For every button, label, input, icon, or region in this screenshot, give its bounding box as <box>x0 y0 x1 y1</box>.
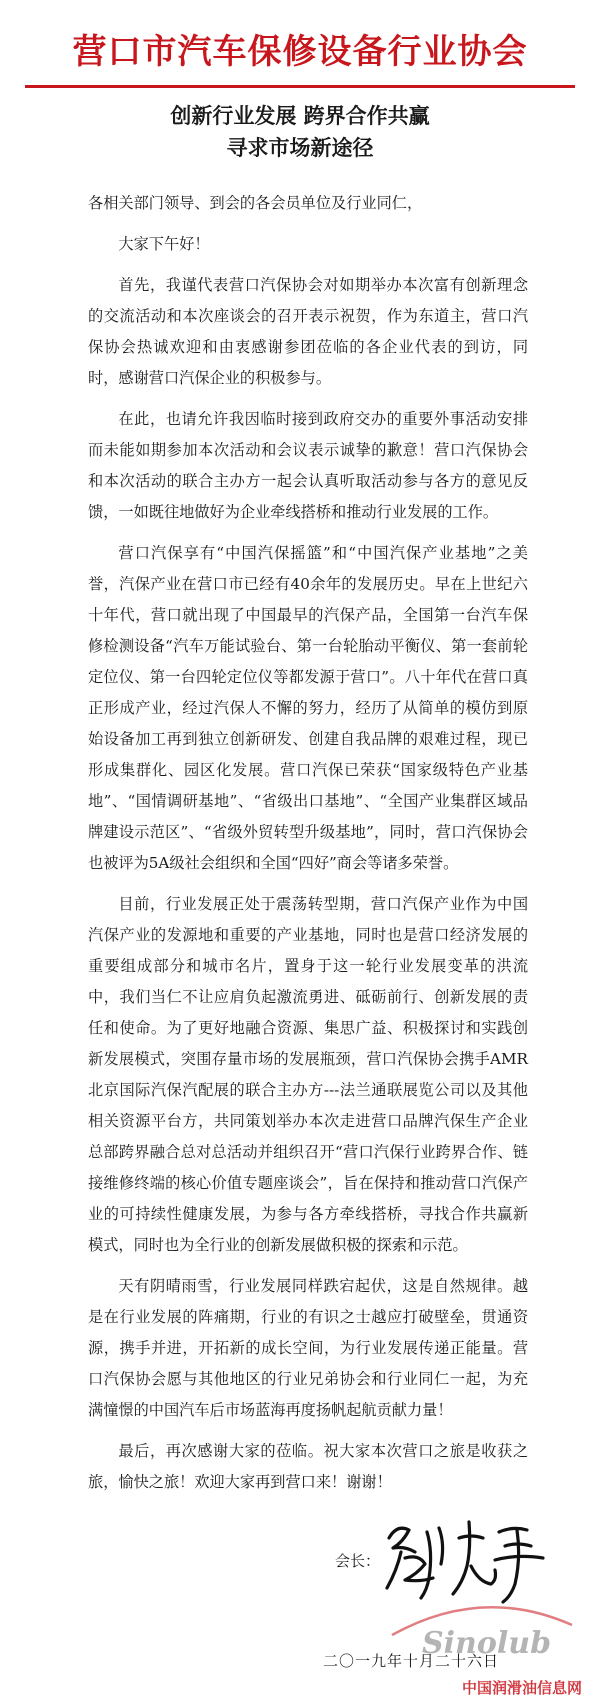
signatory-label: 会长： <box>335 1552 381 1570</box>
paragraph-history: 营口汽保享有“中国汽保摇篮”和“中国汽保产业基地”之美誉，汽保产业在营口市已经有40余年的发展历史。早在上世纪六十年代，营口就出现了中国最早的汽保产品，全国第一台汽车保修检测设备“汽车万能试验台、第一台轮胎动平衡仪、第一套前轮定位仪、第一台四轮定位仪等都发源于营口”。八十年代在营口真正形成产业，经过汽保人不懈的努力，经历了从简单的模仿到原始设备加工再到独立创新研发、创建自我品牌的艰难过程，现已形成集群化、园区化发展。营口汽保已荣获“国家级特色产业基地”、“国情调研基地”、“省级出口基地”、“全国产业集群区域品牌建设示范区”、“省级外贸转型升级基地”，同时，营口汽保协会也被评为5A级社会组织和全国“四好”商会等诸多荣誉。 <box>88 544 528 872</box>
paragraph-outlook: 天有阴晴雨雪，行业发展同样跌宕起伏，这是自然规律。越是在行业发展的阵痛期，行业的有识之士越应打破壁垒，贯通资源，携手并进，开拓新的成长空间，为行业发展传递正能量。营口汽保协会愿与其他地区的行业兄弟协会和行业同仁一起，为充满憧憬的中国汽车后市场蓝海再度扬帆起航贡献力量！ <box>88 1277 528 1419</box>
site-watermark <box>382 1595 582 1700</box>
greeting: 大家下午好！ <box>118 235 210 253</box>
letter-body <box>88 188 528 1498</box>
handwritten-signature <box>375 1508 555 1608</box>
letterhead <box>0 28 600 76</box>
sinolub-logo-wordmark: Sinolub <box>422 1626 552 1661</box>
paragraph-closing: 最后，再次感谢大家的莅临。祝大家本次营口之旅是收获之旅，愉快之旅！欢迎大家再到营口来！谢谢！ <box>88 1442 528 1491</box>
letterhead-divider <box>25 85 575 88</box>
paragraph-opening: 首先，我谨代表营口汽保协会对如期举办本次富有创新理念的交流活动和本次座谈会的召开表示祝贺，作为东道主，营口汽保协会热诚欢迎和由衷感谢参团莅临的各企业代表的到访，同时，感谢营口汽保企业的积极参与。 <box>88 276 528 387</box>
letter-date: 二〇一九年十月二十六日 <box>323 1652 500 1670</box>
site-name: 中国润滑油信息网 <box>461 1679 582 1697</box>
organization-title: 营口市汽车保修设备行业协会 <box>72 32 528 72</box>
salutation: 各相关部门领导、到会的各会员单位及行业同仁， <box>88 194 423 212</box>
title-line-1: 创新行业发展 跨界合作共赢 <box>170 103 430 128</box>
document-title <box>0 100 600 164</box>
sinolub-logo <box>382 1595 582 1675</box>
paragraph-current-situation: 目前，行业发展正处于震荡转型期，营口汽保产业作为中国汽保产业的发源地和重要的产业基地，同时也是营口经济发展的重要组成部分和城市名片，置身于这一轮行业发展变革的洪流中，我们当仁不让应肩负起激流勇进、砥砺前行、创新发展的责任和使命。为了更好地融合资源、集思广益、积极探讨和实践创新发展模式，突围存量市场的发展瓶颈，营口汽保协会携手AMR北京国际汽保汽配展的联合主办方---法兰通联展览公司以及其他相关资源平台方，共同策划举办本次走进营口品牌汽保生产企业总部跨界融合总对总活动并组织召开“营口汽保行业跨界合作、链接维修终端的核心价值专题座谈会”，旨在保持和推动营口汽保产业的可持续性健康发展，为参与各方牵线搭桥，寻找合作共赢新模式，同时也为全行业的创新发展做积极的探索和示范。 <box>88 895 528 1254</box>
paragraph-apology: 在此，也请允许我因临时接到政府交办的重要外事活动安排而未能如期参加本次活动和会议表示诚挚的歉意！营口汽保协会和本次活动的联合主办方一起会认真听取活动参与各方的意见反馈，一如既往地做好为企业牵线搭桥和推动行业发展的工作。 <box>88 410 528 521</box>
title-line-2: 寻求市场新途径 <box>226 135 374 160</box>
